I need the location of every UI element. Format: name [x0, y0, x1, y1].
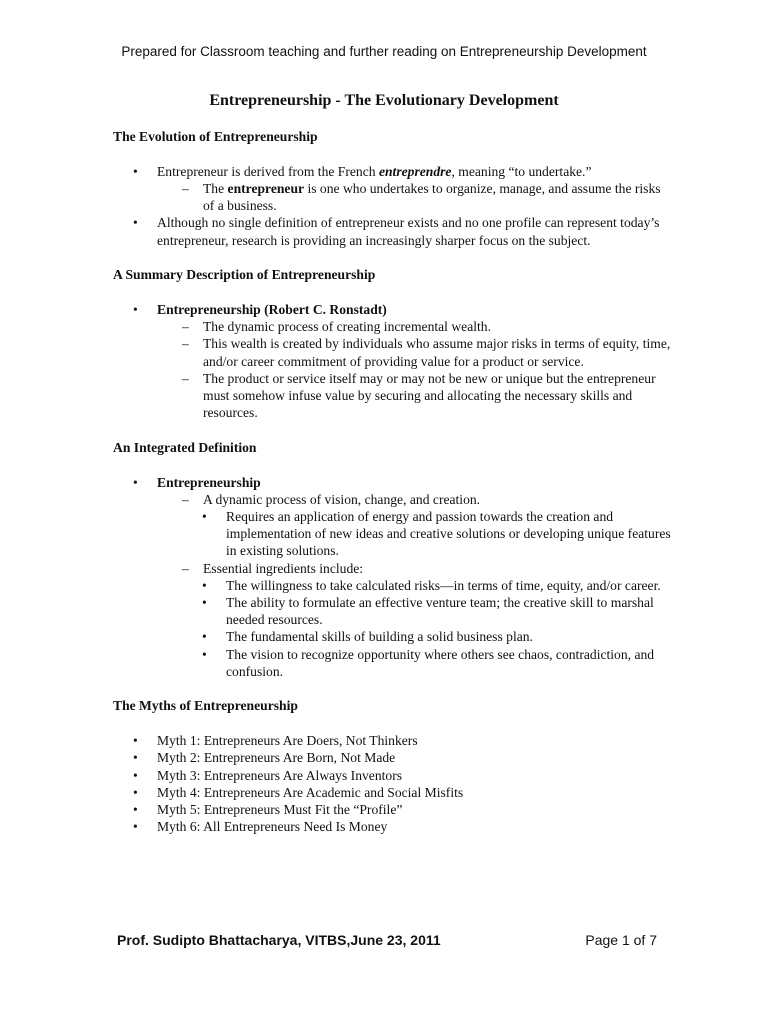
- bullet-marker: •: [133, 750, 138, 766]
- section-summary: [113, 266, 673, 439]
- list-item: • The fundamental skills of building a solid business plan.: [202, 629, 533, 645]
- dash-marker: –: [182, 491, 189, 507]
- footer-author: Prof. Sudipto Bhattacharya, VITBS,June 23, 2011: [117, 932, 441, 948]
- bullet-marker: •: [133, 301, 138, 317]
- dash-marker: –: [182, 560, 189, 576]
- dash-marker: –: [182, 319, 189, 335]
- list-item: – A dynamic process of vision, change, and creation.: [182, 491, 481, 507]
- bullet-marker: •: [133, 733, 138, 749]
- list-item: – This wealth is created by individuals who assume major risks in terms of equity, time, and/or career commitment of providing value for a product or service.: [182, 336, 671, 369]
- list-item: • The vision to recognize opportunity where others see chaos, contradiction, and confusion.: [202, 646, 655, 679]
- section-evolution: [113, 128, 673, 266]
- list-item: • Entrepreneur is derived from the French entreprendre, meaning “to undertake.”: [133, 163, 592, 179]
- list-item: • Although no single definition of entrepreneur exists and no one profile can represent today’s entrepreneur, research is providing an increasingly sharper focus on the subject.: [133, 215, 660, 248]
- list-item: – The entrepreneur is one who undertakes to organize, manage, and assume the risks of a business.: [182, 180, 661, 214]
- bullet-marker: •: [133, 819, 138, 835]
- section-heading: The Evolution of Entrepreneurship: [113, 129, 318, 144]
- page-footer: [117, 932, 657, 948]
- list-item: • Entrepreneurship: [133, 474, 261, 490]
- section-integrated: [113, 439, 673, 698]
- bullet-marker: •: [202, 629, 207, 645]
- list-item: • Requires an application of energy and passion towards the creation and implementation of new ideas and creative solutions or developing unique features in existing solutions.: [202, 508, 671, 559]
- dash-marker: –: [182, 370, 189, 386]
- list-item: • Myth 6: All Entrepreneurs Need Is Money: [133, 819, 388, 835]
- page-header: Prepared for Classroom teaching and further reading on Entrepreneurship Development: [121, 44, 647, 59]
- page-number: Page 1 of 7: [585, 932, 657, 948]
- list-item: – The dynamic process of creating incremental wealth.: [182, 319, 491, 335]
- bullet-marker: •: [133, 163, 138, 179]
- bullet-marker: •: [202, 508, 207, 524]
- list-item: • Myth 3: Entrepreneurs Are Always Inventors: [133, 767, 403, 783]
- list-item: • The willingness to take calculated risks—in terms of time, equity, and/or career.: [202, 577, 661, 593]
- bullet-marker: •: [133, 767, 138, 783]
- bullet-marker: •: [133, 474, 138, 490]
- section-heading: A Summary Description of Entrepreneurship: [113, 267, 376, 283]
- bullet-marker: •: [202, 594, 207, 610]
- list-item: • The ability to formulate an effective venture team; the creative skill to marshal needed resources.: [202, 594, 654, 628]
- list-item: • Myth 5: Entrepreneurs Must Fit the “Profile”: [133, 802, 403, 817]
- dash-marker: –: [182, 336, 189, 352]
- dash-marker: –: [182, 180, 189, 196]
- bullet-marker: •: [133, 784, 138, 800]
- section-heading: The Myths of Entrepreneurship: [113, 698, 298, 714]
- list-item: • Entrepreneurship (Robert C. Ronstadt): [133, 301, 387, 317]
- bullet-marker: •: [133, 215, 138, 231]
- section-heading: An Integrated Definition: [113, 439, 257, 455]
- document-body: [113, 128, 673, 835]
- bullet-marker: •: [133, 802, 138, 817]
- list-item: – The product or service itself may or may not be new or unique but the entrepreneur must somehow infuse value by securing and allocating the necessary skills and resources.: [182, 370, 656, 421]
- list-item: • Myth 1: Entrepreneurs Are Doers, Not Thinkers: [133, 733, 418, 749]
- list-item: – Essential ingredients include:: [182, 560, 364, 576]
- bullet-marker: •: [202, 646, 207, 662]
- list-item: • Myth 4: Entrepreneurs Are Academic and Social Misfits: [133, 784, 464, 800]
- bullet-marker: •: [202, 577, 207, 593]
- list-item: • Myth 2: Entrepreneurs Are Born, Not Made: [133, 750, 396, 766]
- page-title: Entrepreneurship - The Evolutionary Development: [209, 92, 559, 109]
- section-myths: [113, 697, 673, 835]
